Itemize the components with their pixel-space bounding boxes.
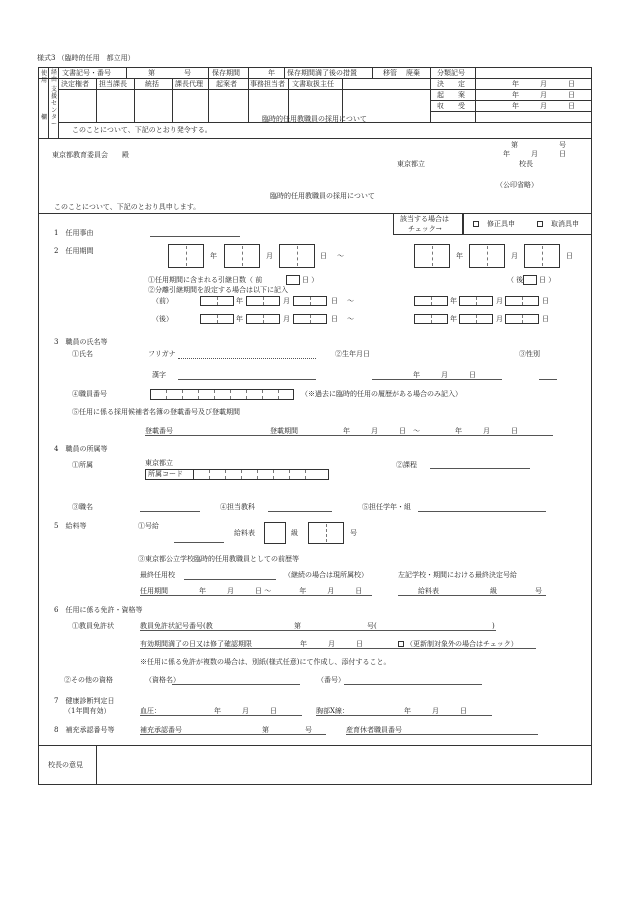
subject-field[interactable] xyxy=(268,511,332,512)
section-chief-label: 担当課長 xyxy=(99,80,127,88)
applicable-label-1: 該当する場合は xyxy=(400,215,449,223)
draft-label: 起 案 xyxy=(437,91,465,99)
bp-field[interactable] xyxy=(140,715,302,716)
course-field[interactable] xyxy=(430,468,530,469)
doc-go: 号 xyxy=(184,69,191,77)
cancel-label: 取消具申 xyxy=(551,220,579,228)
gender-label: ③性別 xyxy=(519,350,540,358)
qual-name-label: （資格名） xyxy=(145,676,180,684)
maternity-field[interactable] xyxy=(346,734,538,735)
exempt-label: （更新制対象外の場合はチェック） xyxy=(406,640,518,648)
end-hi: 日 xyxy=(566,252,573,260)
xray-date: 年 月 日 xyxy=(404,707,467,715)
license-go: 号( xyxy=(367,622,377,630)
approval-go: 号 xyxy=(305,726,312,734)
qual-no-label: （番号） xyxy=(317,676,345,684)
reg-no-label: 登載番号 xyxy=(145,427,173,435)
pay-field[interactable] xyxy=(174,542,224,543)
letter-intro: このことについて、下記のとおり具申します。 xyxy=(54,203,201,211)
applicable-label-2: チェック→ xyxy=(408,225,442,233)
multi-license-note: ※任用に係る免許が複数の場合は、別紙(様式任意)にて作成し、添付すること。 xyxy=(140,658,391,666)
mae-tilde: ～ xyxy=(347,297,354,305)
last-school-field[interactable] xyxy=(184,579,276,580)
decision-label: 決 定 xyxy=(437,80,465,88)
retention-nen: 年 xyxy=(268,69,275,77)
license-field[interactable] xyxy=(140,630,496,631)
xray-label: 胸部X線： xyxy=(316,707,349,715)
correction-label: 修正具申 xyxy=(487,220,515,228)
approval-label: 補充承認番号 xyxy=(140,726,182,734)
start-hi: 日 xyxy=(320,252,327,260)
disposal-label: 廃棄 xyxy=(406,69,420,77)
birth-date: 年 月 日 xyxy=(413,371,476,379)
range-tilde: ～ xyxy=(337,252,344,260)
addressee: 東京都教育委員会 殿 xyxy=(52,151,129,159)
position-label: ③職名 xyxy=(72,503,93,511)
kanji-field[interactable] xyxy=(178,379,316,380)
xray-field[interactable] xyxy=(316,715,492,716)
other-qual-label: ②その他の資格 xyxy=(64,676,113,684)
subject-label: ④担当教科 xyxy=(220,503,255,511)
s8-label: 8 補充承認番号等 xyxy=(54,726,115,734)
start-tsuki: 月 xyxy=(266,252,273,260)
cont-note: （継続の場合は現所属校） xyxy=(284,571,368,579)
clerk-label: 事務担当者 xyxy=(250,80,285,88)
history-label: ③東京都公立学校臨時的任用教職員としての前歴等 xyxy=(138,555,299,563)
s5-label: 5 給料等 xyxy=(54,522,87,530)
kyu2-label: 級 xyxy=(490,587,497,595)
grade-field[interactable] xyxy=(418,511,546,512)
qual-name-field[interactable] xyxy=(172,684,300,685)
s1-label: 1 任用事由 xyxy=(54,229,94,237)
cancel-checkbox[interactable] xyxy=(537,221,543,227)
supervisor-label: 統括 xyxy=(145,80,159,88)
gender-field[interactable] xyxy=(539,379,557,380)
ato-nen1: 年 xyxy=(236,315,243,323)
seal-note: （公印省略） xyxy=(496,181,538,189)
form-label: 様式3 （臨時的任用 都立用） xyxy=(37,54,135,62)
handover-before-close: 日 ） xyxy=(302,276,319,284)
mae-nen2: 年 xyxy=(450,297,457,305)
go2-label: 号 xyxy=(535,587,542,595)
reg-period-label: 登載期間 xyxy=(270,427,298,435)
correction-checkbox[interactable] xyxy=(473,221,479,227)
last-school-label: 最終任用校 xyxy=(140,571,175,579)
period-label: 任用期間 xyxy=(140,587,168,595)
doc-no-label: 文書記号・番号 xyxy=(62,69,111,77)
position-field[interactable] xyxy=(140,511,200,512)
form-frame xyxy=(38,67,592,785)
affiliation-code-label: 所属コード xyxy=(148,470,183,478)
staff-no-note: （※過去に臨時的任用の履歴がある場合のみ記入） xyxy=(301,390,462,398)
bp-date: 年 月 日 xyxy=(214,707,277,715)
label-shiyo: 使用 xyxy=(40,70,47,84)
mae-tsuki1: 月 xyxy=(283,297,290,305)
bp-label: 血圧： xyxy=(140,707,161,715)
kyu-label: 級 xyxy=(291,529,298,537)
renewal-field[interactable] xyxy=(140,648,536,649)
approver-label: 決定権者 xyxy=(61,80,89,88)
drafter-label: 起案者 xyxy=(216,80,237,88)
staff-no-label: ④職員番号 xyxy=(72,390,107,398)
handover-note: ①任用期間に含まれる引継日数（ 前 xyxy=(148,276,263,284)
birth-date-field[interactable] xyxy=(372,379,502,380)
ato-tsuki2: 月 xyxy=(496,315,503,323)
ato-tilde: ～ xyxy=(347,315,354,323)
mae-hi1: 日 xyxy=(331,297,338,305)
handover-after-label: （ 後 xyxy=(507,276,524,284)
handover-after-close: 日 ） xyxy=(539,276,556,284)
name-label: ①氏名 xyxy=(72,350,93,358)
affiliation-label: ①所属 xyxy=(72,461,93,469)
deputy-label: 課長代理 xyxy=(175,80,203,88)
mae-nen1: 年 xyxy=(236,297,243,305)
transfer-label: 移管 xyxy=(383,69,397,77)
kyu-box[interactable] xyxy=(264,522,286,544)
draft-date: 年 月 日 xyxy=(512,91,575,99)
letter-school: 東京都立 xyxy=(397,160,425,168)
final-pay-field[interactable] xyxy=(398,595,546,596)
ato-hi2: 日 xyxy=(542,315,549,323)
retention-label: 保存期間 xyxy=(212,69,240,77)
course-label: ②課程 xyxy=(396,461,417,469)
end-tsuki: 月 xyxy=(511,252,518,260)
staff-no-box[interactable] xyxy=(150,389,294,400)
handover-after-box[interactable] xyxy=(523,275,537,285)
ato-label: （後） xyxy=(152,315,173,323)
renewal-date: 年 月 日 xyxy=(300,640,363,648)
letter-date: 年 月 日 xyxy=(503,150,566,158)
s2-label: 2 任用期間 xyxy=(54,247,94,255)
pay-table-label: 給料表 xyxy=(234,529,255,537)
ato-nen2: 年 xyxy=(450,315,457,323)
principal-opinion-label: 校長の意見 xyxy=(48,761,83,769)
renewal-label: 有効期間満了の日又は修了確認期限 xyxy=(140,640,252,648)
letter-principal: 校長 xyxy=(519,160,533,168)
label-keiyu: 経由 xyxy=(50,69,57,83)
pay-label: ①号給 xyxy=(138,522,159,530)
s6-label: 6 任用に係る免許・資格等 xyxy=(54,606,143,614)
doc-handler-label: 文書取扱主任 xyxy=(292,80,334,88)
start-nen: 年 xyxy=(210,252,217,260)
grade-label: ⑤担任学年・組 xyxy=(362,503,411,511)
license-line: 教員免許状記号番号(教 xyxy=(140,622,213,630)
letter-title: 臨時的任用教職員の採用について xyxy=(270,192,375,200)
classification-label: 分類記号 xyxy=(437,69,465,77)
kanji-label: 漢字 xyxy=(152,371,166,379)
s3-label: 3 職員の氏名等 xyxy=(54,338,108,346)
qual-no-field[interactable] xyxy=(344,684,482,685)
reg-dates: 年 月 日 ～ 年 月 日 xyxy=(343,427,518,435)
s4-label: 4 職員の所属等 xyxy=(54,445,108,453)
receipt-label: 収 受 xyxy=(437,102,465,110)
license-dai: 第 xyxy=(294,622,301,630)
approval-dai: 第 xyxy=(262,726,269,734)
mae-label: （前） xyxy=(152,297,173,305)
furigana-label: フリガナ xyxy=(148,350,176,358)
label-ran: 欄 xyxy=(40,114,47,121)
reg-field[interactable] xyxy=(145,435,553,436)
exempt-checkbox[interactable] xyxy=(398,641,404,647)
s7-label: 7 健康診断判定日 xyxy=(54,697,115,705)
end-nen: 年 xyxy=(456,252,463,260)
mae-tsuki2: 月 xyxy=(496,297,503,305)
reg-note: ⑤任用に係る採用候補者名簿の登載番号及び登載期間 xyxy=(72,408,240,416)
approval-field[interactable] xyxy=(140,734,326,735)
furigana-field[interactable] xyxy=(178,358,316,359)
final-pay-note: 左記学校・期間における最終決定号給 xyxy=(398,571,517,579)
letter-dai: 第 xyxy=(511,141,518,149)
header-subject: 臨時的任用教職員の採用について xyxy=(262,115,367,123)
receipt-date: 年 月 日 xyxy=(512,102,575,110)
ato-hi1: 日 xyxy=(331,315,338,323)
after-retention-label: 保存期間満了後の措置 xyxy=(287,69,357,77)
license-label: ①教員免許状 xyxy=(72,622,114,630)
ato-tsuki1: 月 xyxy=(283,315,290,323)
label-shien: 支援センター xyxy=(50,86,57,128)
pay-table2-label: 給料表 xyxy=(418,587,439,595)
period-field[interactable] xyxy=(140,595,372,596)
handover-before-box[interactable] xyxy=(286,275,300,285)
license-close: ) xyxy=(492,622,495,630)
doc-dai: 第 xyxy=(148,69,155,77)
birth-label: ②生年月日 xyxy=(335,350,370,358)
affiliation-toritsu: 東京都立 xyxy=(145,459,173,467)
split-note: ②分離引継期間を設定する場合は以下に記入 xyxy=(148,286,288,294)
reason-field[interactable] xyxy=(150,236,240,237)
principal-opinion-field[interactable] xyxy=(97,746,591,784)
maternity-label: 産育休者職員番号 xyxy=(346,726,402,734)
go-label: 号 xyxy=(350,529,357,537)
period-dates: 年 月 日 ～ 年 月 日 xyxy=(199,587,363,595)
s7-sub: （1年間有効） xyxy=(64,707,111,715)
decision-date: 年 月 日 xyxy=(512,80,575,88)
submission-line: このことについて、下記のとおり発令する。 xyxy=(72,126,212,134)
letter-go: 号 xyxy=(559,141,566,149)
mae-hi2: 日 xyxy=(542,297,549,305)
